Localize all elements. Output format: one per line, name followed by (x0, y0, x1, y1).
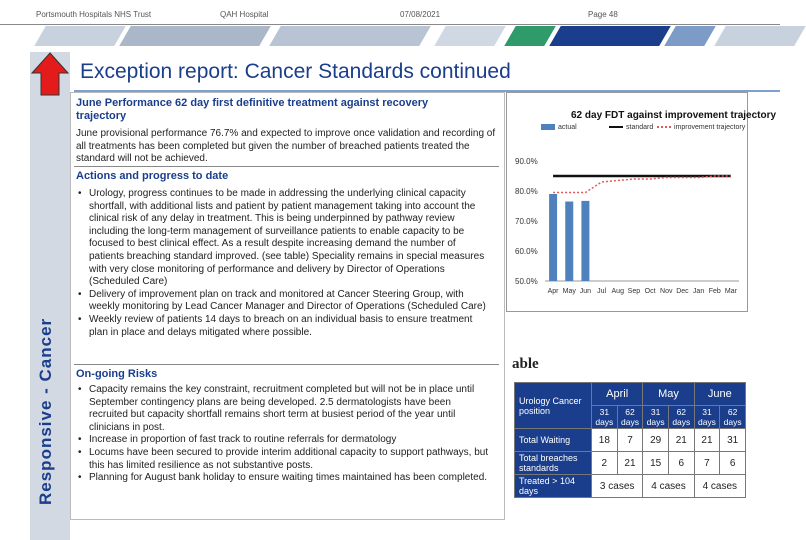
y-tick-label: 60.0% (515, 247, 538, 256)
list-item: • Locums have been secured to provide interim additional capacity to support pathways, but this has limited resilience as not substantive posts. (76, 447, 491, 472)
trajectory-line (553, 176, 731, 193)
table-cell: 21 (668, 429, 694, 452)
table-cell: 6 (720, 452, 746, 475)
month-header: May (643, 383, 694, 406)
x-tick-label: Oct (644, 288, 656, 295)
y-tick-label: 70.0% (515, 217, 538, 226)
table-cell: 7 (694, 452, 720, 475)
red-up-arrow-icon (30, 52, 70, 96)
divider (74, 364, 499, 365)
table-cell: 18 (592, 429, 618, 452)
actions-heading: Actions and progress to date (76, 170, 229, 182)
table-cell: 3 cases (592, 475, 643, 498)
table-label: able (512, 356, 539, 372)
page-title: Exception report: Cancer Standards continued (80, 60, 511, 83)
page-number: Page 48 (588, 10, 618, 19)
actions-list (76, 188, 491, 339)
bar (581, 201, 589, 281)
x-tick-label: Feb (708, 288, 721, 295)
table-cell: 15 (643, 452, 669, 475)
table-cell: 7 (617, 429, 643, 452)
table-cell: 6 (668, 452, 694, 475)
sub-header: 31 days (592, 406, 618, 429)
x-tick-label: Dec (676, 288, 689, 295)
list-item: • Capacity remains the key constraint, recruitment completed but will not be in place until September contingency plans are being developed. 2.5 dermatologists have been recruited but capacity shortfall remains short term at busiest period of the year until clinicians in post. (76, 384, 491, 434)
y-tick-label: 80.0% (515, 187, 538, 196)
risks-heading: On-going Risks (76, 368, 158, 380)
table-cell: 31 (720, 429, 746, 452)
header-divider (0, 24, 780, 25)
row-label: Total Waiting (515, 429, 592, 452)
urology-table (514, 382, 746, 498)
y-tick-label: 90.0% (515, 157, 538, 166)
x-tick-label: Jul (597, 288, 607, 295)
risks-list (76, 384, 491, 485)
sub-header: 31 days (643, 406, 669, 429)
x-tick-label: Nov (660, 288, 673, 295)
row-label: Total breaches standards (515, 452, 592, 475)
list-item: • Planning for August bank holiday to ensure waiting times maintained has been completed. (76, 472, 491, 485)
x-tick-label: Jun (579, 288, 592, 295)
y-tick-label: 50.0% (515, 277, 538, 286)
report-date: 07/08/2021 (400, 10, 441, 19)
table-cell: 2 (592, 452, 618, 475)
table-cell: 4 cases (643, 475, 694, 498)
x-tick-label: Sep (627, 288, 641, 295)
list-item: • Weekly review of patients 14 days to breach on an individual basis to ensure treatment plan in place and delays mitigated where possible. (76, 314, 491, 339)
hospital-name: QAH Hospital (220, 10, 269, 19)
x-tick-label: Mar (724, 288, 737, 295)
x-tick-label: Apr (547, 288, 559, 295)
sub-header: 62 days (668, 406, 694, 429)
sub-header: 31 days (694, 406, 720, 429)
table-row (515, 475, 746, 498)
legend-label: actual (558, 124, 577, 131)
sub-header: 62 days (720, 406, 746, 429)
bar (565, 202, 573, 282)
list-item: • Increase in proportion of fast track to routine referrals for dermatology (76, 434, 491, 447)
chart-svg (507, 93, 777, 311)
table-cell: 21 (617, 452, 643, 475)
legend-swatch (541, 124, 555, 130)
list-item: • Delivery of improvement plan on track and monitored at Cancer Steering Group, with weekly monitoring by Lead Cancer Manager and Director of Operations (Scheduled Care) (76, 289, 491, 314)
trust-name: Portsmouth Hospitals NHS Trust (36, 10, 152, 19)
chart-title: 62 day FDT against improvement trajectory (571, 110, 777, 121)
urology-table-panel (508, 348, 748, 528)
performance-heading: June Performance 62 day first definitive treatment against recovery trajectory (76, 97, 429, 122)
legend-label: standard (626, 124, 654, 131)
sub-header: 62 days (617, 406, 643, 429)
table-cell: 21 (694, 429, 720, 452)
bar (549, 194, 557, 281)
side-label: Responsive - Cancer (36, 317, 55, 505)
month-header: June (694, 383, 745, 406)
x-tick-label: Jan (692, 288, 705, 295)
table-row (515, 429, 746, 452)
month-header: April (592, 383, 643, 406)
divider (74, 166, 499, 167)
table-cell: 4 cases (694, 475, 745, 498)
performance-text: June provisional performance 76.7% and expected to improve once validation and recording of all treatments has been completed but given the number of breached patients treated the standard will not be achieved. (76, 128, 496, 165)
x-tick-label: Aug (611, 288, 624, 295)
table-row (515, 452, 746, 475)
legend-label: improvement trajectory (674, 124, 746, 131)
list-item: • Urology, progress continues to be made in addressing the underlying clinical capacity shortfall, with additional lists and patient by patient management taking into account the clinical risk of any delay in treatment. This is being underpinned by pathway review including the long-term management of surveillance patients to enable capacity to be focused to best clinical effect. As a result despite increasing demand the number of patients breaching standard improved. (see table) Speciality remains in special measures with very close monitoring of performance and delivery by Director of Operations (Scheduled Care) (76, 188, 491, 289)
trajectory-chart (506, 92, 777, 312)
decorative-band (30, 26, 780, 46)
table-row-header: Urology Cancer position (515, 383, 592, 429)
row-label: Treated > 104 days (515, 475, 592, 498)
table-cell: 29 (643, 429, 669, 452)
x-tick-label: May (562, 288, 576, 295)
